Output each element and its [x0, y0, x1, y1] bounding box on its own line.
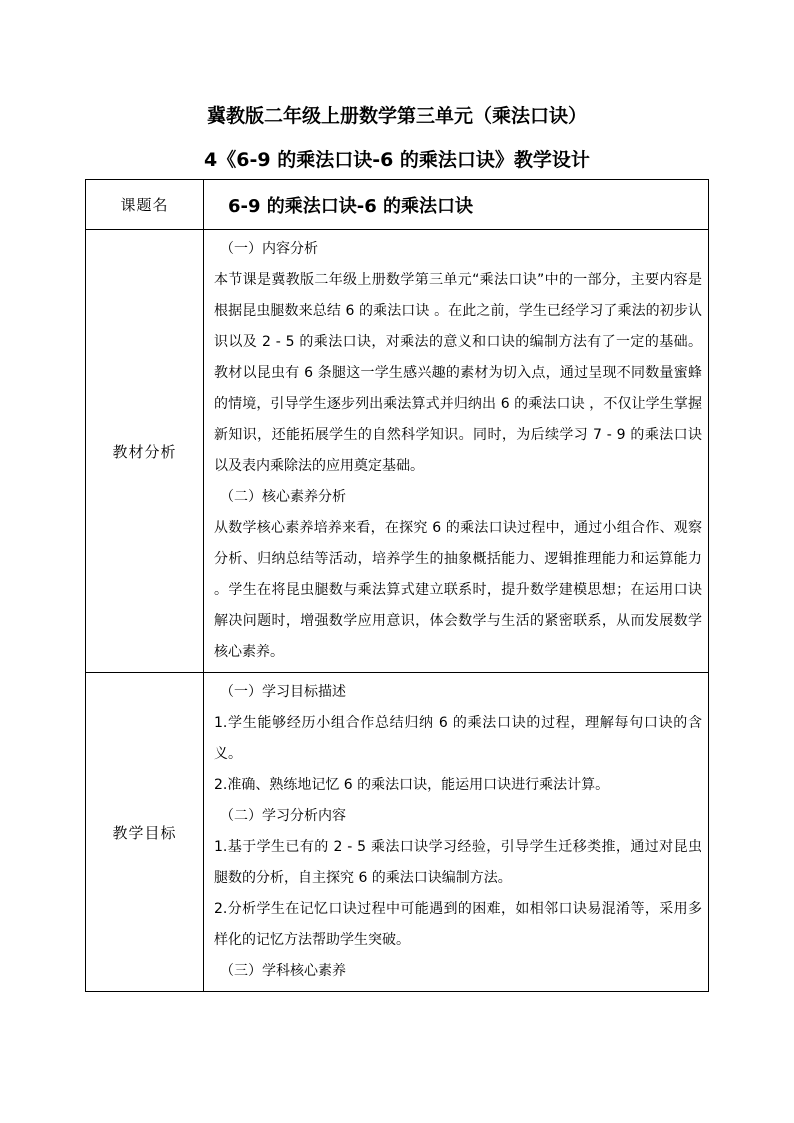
content-analysis-heading: （一）内容分析	[220, 241, 318, 257]
core-literacy-text: 从数学核心素养培养来看，在探究 6 的乘法口诀过程中，通过小组合作、观察分析、归纳总结等活动，培养学生的抽象概括能力、逻辑推理能力和运算能力 。学生在将昆虫腿数与乘法算式建立联系时，提升数学建模思想；在运用口诀解决问题时，增强数学应用意识，体会数学与生活的紧密联系，从而发展数学核心素养。	[214, 520, 702, 660]
topic-row	[86, 180, 709, 230]
document-subtitle: 4《6-9 的乘法口诀-6 的乘法口诀》教学设计	[204, 149, 590, 171]
learning-analysis-heading: （二）学习分析内容	[220, 808, 346, 824]
goal-description-heading: （一）学习目标描述	[220, 684, 346, 700]
analysis-item-2: 2.分析学生在记忆口诀过程中可能遇到的困难，如相邻口诀易混淆等，采用多样化的记忆方法帮助学生突破。	[214, 901, 702, 948]
teaching-goals-row	[86, 673, 709, 992]
teaching-goals-label: 教学目标	[86, 673, 204, 992]
core-literacy-heading: （二）核心素养分析	[220, 489, 346, 505]
material-analysis-content	[204, 230, 709, 673]
material-analysis-row	[86, 230, 709, 673]
topic-value: 6-9 的乘法口诀-6 的乘法口诀	[204, 180, 709, 230]
analysis-item-1: 1.基于学生已有的 2 - 5 乘法口诀学习经验，引导学生迁移类推，通过对昆虫腿数的分析，自主探究 6 的乘法口诀编制方法。	[214, 839, 702, 886]
topic-label: 课题名	[86, 180, 204, 230]
subject-literacy-heading: （三）学科核心素养	[220, 963, 346, 979]
material-analysis-label: 教材分析	[86, 230, 204, 673]
teaching-goals-content	[204, 673, 709, 992]
lesson-plan-table	[85, 179, 709, 992]
document-title: 冀教版二年级上册数学第三单元（乘法口诀）	[206, 105, 587, 127]
goal-item-1: 1.学生能够经历小组合作总结归纳 6 的乘法口诀的过程，理解每句口诀的含义。	[214, 715, 702, 762]
goal-item-2: 2.准确、熟练地记忆 6 的乘法口诀，能运用口诀进行乘法计算。	[214, 777, 610, 793]
content-analysis-text: 本节课是冀教版二年级上册数学第三单元“乘法口诀”中的一部分，主要内容是根据昆虫腿数来总结 6 的乘法口诀 。在此之前，学生已经学习了乘法的初步认识以及 2 - 5 的乘法口诀，对乘法的意义和口诀的编制方法有了一定的基础。教材以昆虫有 6 条腿这一学生感兴趣的素材为切入点，通过呈现不同数量蜜蜂的情境，引导学生逐步列出乘法算式并归纳出 6 的乘法口诀 ，不仅让学生掌握新知识，还能拓展学生的自然科学知识。同时，为后续学习 7 - 9 的乘法口诀以及表内乘除法的应用奠定基础。	[214, 272, 702, 474]
